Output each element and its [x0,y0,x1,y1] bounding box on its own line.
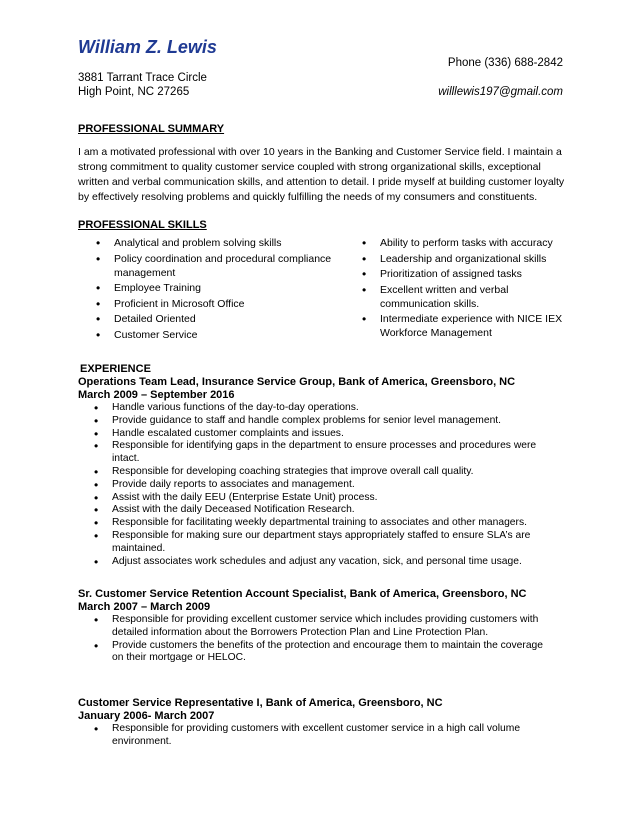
job-bullet: • Provide daily reports to associates and management. [90,479,552,492]
skills-list-left [92,236,352,343]
job-dates: March 2009 – September 2016 [78,389,235,401]
candidate-name: William Z. Lewis [78,37,217,57]
job-entry [78,697,568,749]
job-entry [78,588,568,665]
summary-line: strong commitment to quality customer service coupled with strong organizational skills, exceptional [78,161,541,173]
summary-heading: PROFESSIONAL SUMMARY [78,123,225,135]
job-title: Customer Service Representative I, Bank of America, Greensboro, NC [78,697,443,709]
skill-item: • Detailed Oriented [92,312,352,326]
skills-list-right [358,236,568,342]
job-bullet: • Handle escalated customer complaints and issues. [90,428,552,441]
summary-line: I am a motivated professional with over 10 years in the Banking and Customer Service field. I maintain a [78,146,562,158]
job-bullet: • Responsible for making sure our department stays appropriately staffed to ensure SLA’s are maintained. [90,530,552,556]
experience-heading: EXPERIENCE [80,363,151,375]
job-bullet: • Responsible for identifying gaps in the department to ensure processes and procedures were intact. [90,440,552,466]
address-line-2: High Point, NC 27265 [78,86,190,98]
skill-item: • Policy coordination and procedural compliance management [92,252,352,280]
skill-item: • Intermediate experience with NICE IEX Workforce Management [358,312,568,340]
job-dates: January 2006- March 2007 [78,710,215,722]
email-address: willlewis197@gmail.com [438,86,563,98]
job-bullet: • Responsible for facilitating weekly departmental training to associates and other managers. [90,517,552,530]
job-dates: March 2007 – March 2009 [78,601,211,613]
skill-item: • Prioritization of assigned tasks [358,267,568,281]
job-bullet: • Assist with the daily EEU (Enterprise Estate Unit) process. [90,492,552,505]
skill-item: • Leadership and organizational skills [358,252,568,266]
summary-line: written and verbal communication skills, and attention to detail. I pride myself at building customer loyalty [78,176,565,188]
skill-item: • Customer Service [92,328,352,342]
job-title: Sr. Customer Service Retention Account Specialist, Bank of America, Greensboro, NC [78,588,527,600]
job-entry [78,376,568,568]
skills-heading: PROFESSIONAL SKILLS [78,219,207,231]
phone-number: Phone (336) 688-2842 [447,57,563,69]
job-title: Operations Team Lead, Insurance Service Group, Bank of America, Greensboro, NC [78,376,516,388]
job-bullet: • Responsible for providing customers with excellent customer service in a high call volume environment. [90,723,552,749]
skill-item: • Employee Training [92,281,352,295]
job-bullet: • Responsible for developing coaching strategies that improve overall call quality. [90,466,552,479]
skill-item: • Proficient in Microsoft Office [92,297,352,311]
skill-item: • Analytical and problem solving skills [92,236,352,250]
job-bullet: • Responsible for providing excellent customer service which includes providing customers with detailed information about the Borrowers Protection Plan and Line Protection Plan. [90,614,552,640]
job-bullet: • Adjust associates work schedules and adjust any vacation, sick, and personal time usage. [90,556,552,569]
summary-line: by effectively resolving problems and quickly fulfilling the needs of my consumers and constituents. [78,191,538,203]
job-bullet: • Provide guidance to staff and handle complex problems for senior level management. [90,415,552,428]
summary-paragraph [78,145,568,205]
job-bullet: • Handle various functions of the day-to-day operations. [90,402,552,415]
job-bullet: • Assist with the daily Deceased Notification Research. [90,504,552,517]
skill-item: • Excellent written and verbal communication skills. [358,283,568,311]
job-bullet: • Provide customers the benefits of the protection and encourage them to maintain the coverage on their mortgage or HELOC. [90,640,552,666]
skill-item: • Ability to perform tasks with accuracy [358,236,568,250]
address-line-1: 3881 Tarrant Trace Circle [78,72,207,84]
